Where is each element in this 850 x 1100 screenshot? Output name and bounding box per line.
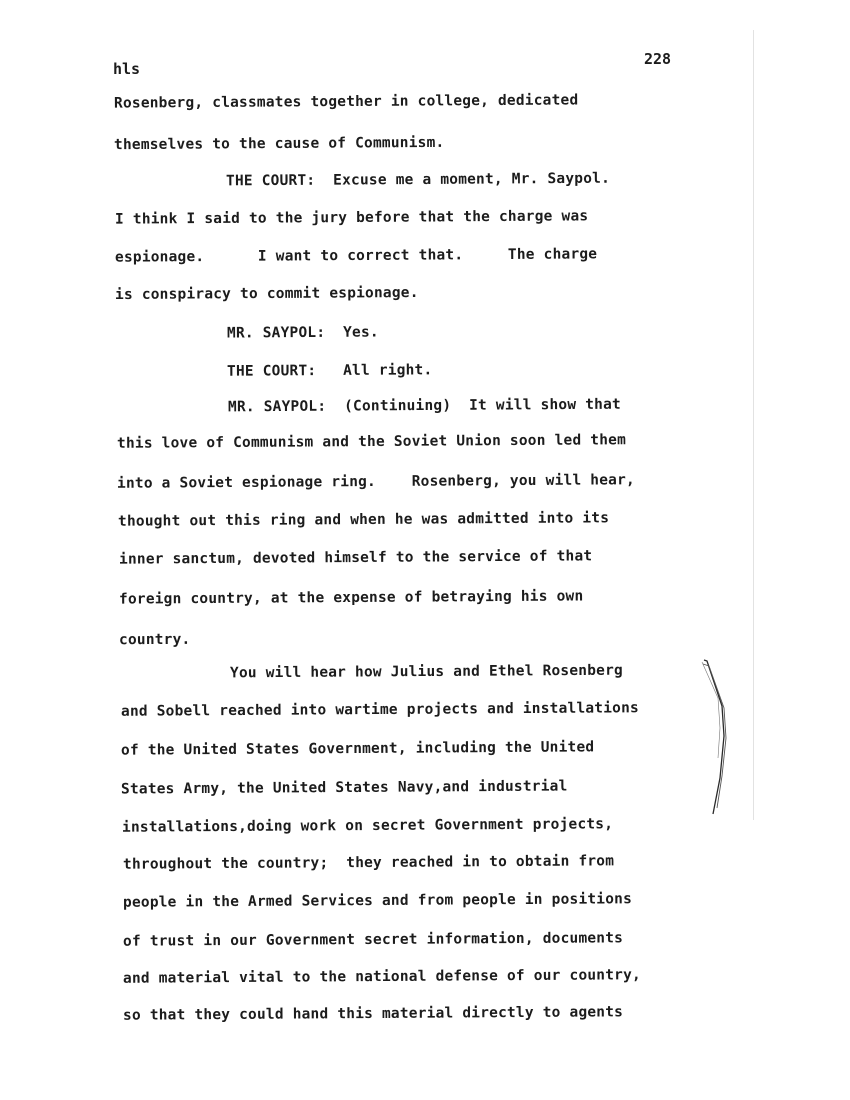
text-line: themselves to the cause of Communism.: [113, 134, 445, 154]
text-line: and Sobell reached into wartime projects and installations: [120, 700, 639, 720]
page-edge-shadow: [753, 30, 754, 820]
text-line: States Army, the United States Navy,and industrial: [120, 778, 568, 798]
text-line: THE COURT: All right.: [226, 362, 433, 380]
text-line: so that they could hand this material directly to agents: [122, 1004, 624, 1024]
text-line: MR. SAYPOL: (Continuing) It will show that: [227, 396, 621, 416]
text-line: throughout the country; they reached in to obtain from: [122, 853, 615, 873]
text-line: You will hear how Julius and Ethel Rosenberg: [229, 662, 623, 682]
text-line: country.: [118, 631, 191, 649]
text-line: inner sanctum, devoted himself to the service of that: [118, 548, 593, 568]
text-line: people in the Armed Services and from people in positions: [122, 891, 633, 911]
text-line: I think I said to the jury before that the charge was: [114, 208, 589, 228]
text-line: installations,doing work on secret Government projects,: [121, 816, 614, 836]
text-line: into a Soviet espionage ring. Rosenberg, you will hear,: [116, 472, 635, 492]
text-line: and material vital to the national defense of our country,: [122, 967, 641, 987]
text-line: thought out this ring and when he was admitted into its: [117, 510, 610, 530]
text-line: foreign country, at the expense of betraying his own: [118, 588, 584, 608]
text-line: of the United States Government, including the United: [120, 739, 595, 759]
text-line: of trust in our Government secret information, documents: [122, 930, 624, 950]
text-line: THE COURT: Excuse me a moment, Mr. Saypol.: [225, 170, 611, 190]
text-line: is conspiracy to commit espionage.: [114, 284, 419, 304]
margin-bracket-mark: [700, 658, 732, 818]
text-line: MR. SAYPOL: Yes.: [226, 324, 379, 342]
text-line: Rosenberg, classmates together in college, dedicated: [113, 92, 579, 112]
text-line: espionage. I want to correct that. The charge: [114, 246, 598, 266]
text-line: this love of Communism and the Soviet Union soon led them: [116, 432, 627, 452]
page-number: 228: [644, 50, 672, 68]
header-initials: hls: [113, 60, 141, 78]
